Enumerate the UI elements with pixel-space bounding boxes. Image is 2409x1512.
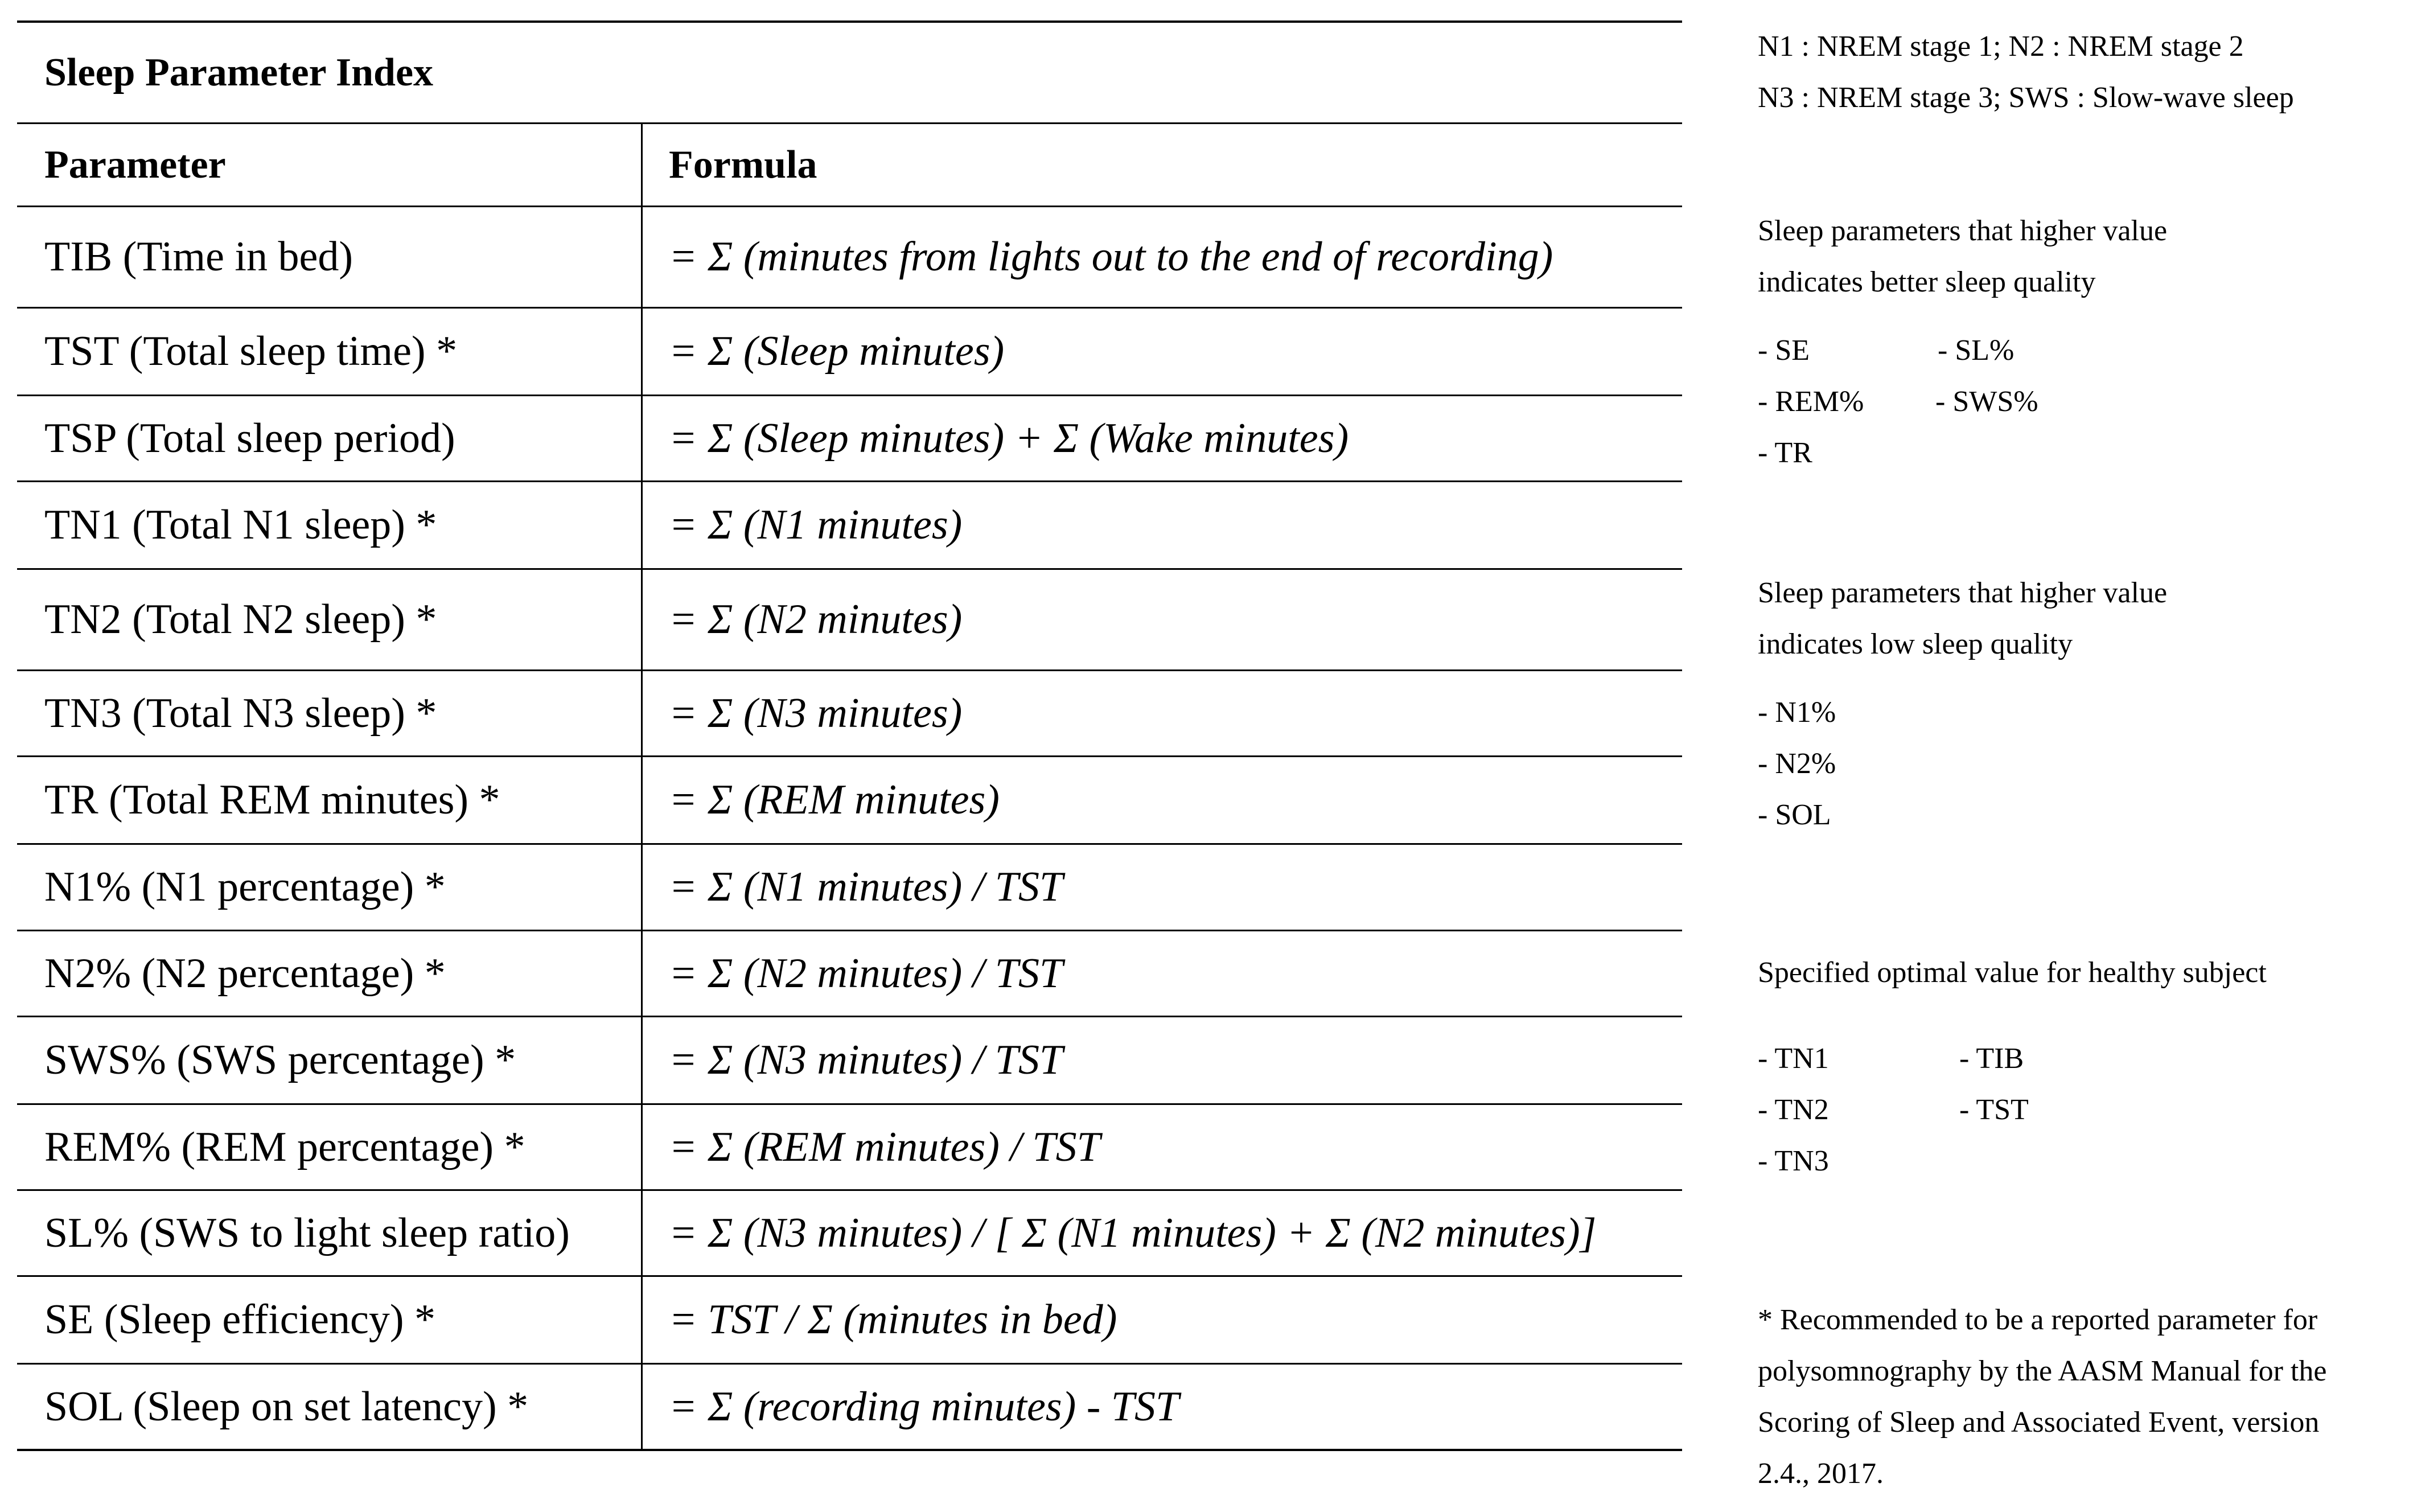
- row-parameter-tsp: TSP (Total sleep period): [44, 414, 455, 462]
- table-title: Sleep Parameter Index: [44, 50, 434, 94]
- row-formula-sol: [669, 1365, 1676, 1449]
- optimal-item: - TN2: [1758, 1094, 1829, 1126]
- formula-text: = Σ (REM minutes): [669, 776, 1000, 823]
- row-parameter-tn1: TN1 (Total N1 sleep) *: [44, 502, 437, 548]
- row-parameter-tst: TST (Total sleep time) *: [44, 328, 458, 375]
- footnote-line: polysomnography by the AASM Manual for the: [1758, 1355, 2327, 1387]
- better-quality-heading: Sleep parameters that higher value: [1758, 215, 2168, 247]
- row-formula-swspct: [669, 1017, 1676, 1103]
- formula-text: = Σ (Sleep minutes) + Σ (Wake minutes): [669, 414, 1349, 462]
- row-formula-tn1: [669, 482, 1676, 568]
- row-formula-rempct: [669, 1105, 1676, 1189]
- header-parameter: Parameter: [44, 142, 226, 187]
- row-formula-tr: [669, 757, 1676, 843]
- low-quality-item: - SOL: [1758, 799, 1831, 831]
- formula-text: = Σ (recording minutes) - TST: [669, 1383, 1179, 1430]
- better-quality-item: - SL%: [1938, 334, 2015, 367]
- low-quality-heading: indicates low sleep quality: [1758, 628, 2073, 660]
- row-formula-tib: [669, 207, 1676, 307]
- optimal-heading: Specified optimal value for healthy subject: [1758, 956, 2267, 989]
- better-quality-item: - SWS%: [1935, 385, 2038, 418]
- header-formula: Formula: [669, 142, 817, 187]
- footnote-line: * Recommended to be a reported parameter for: [1758, 1304, 2318, 1336]
- better-quality-item: - TR: [1758, 437, 1812, 469]
- row-formula-n1pct: [669, 845, 1676, 930]
- column-divider: [641, 123, 643, 1450]
- better-quality-item: - REM%: [1758, 385, 1864, 418]
- optimal-item: - TN3: [1758, 1145, 1829, 1177]
- table-bottom-rule: [17, 1449, 1682, 1451]
- row-parameter-se: SE (Sleep efficiency) *: [44, 1296, 435, 1343]
- formula-text: = Σ (minutes from lights out to the end of recording): [669, 233, 1553, 280]
- row-formula-tsp: [669, 396, 1676, 480]
- row-formula-tn2: [669, 570, 1676, 669]
- better-quality-item: - SE: [1758, 334, 1810, 367]
- row-formula-se: [669, 1277, 1676, 1363]
- formula-text: = Σ (REM minutes) / TST: [669, 1123, 1100, 1170]
- formula-text: = Σ (N3 minutes) / [ Σ (N1 minutes) + Σ (N2 minutes)]: [669, 1209, 1597, 1256]
- formula-text: = Σ (N2 minutes) / TST: [669, 950, 1063, 997]
- row-formula-tn3: [669, 671, 1676, 755]
- low-quality-heading: Sleep parameters that higher value: [1758, 577, 2168, 609]
- sleep-parameter-table: [17, 0, 1682, 1512]
- low-quality-item: - N1%: [1758, 696, 1836, 729]
- row-formula-slpct: [669, 1191, 1676, 1275]
- optimal-item: - TIB: [1959, 1042, 2024, 1075]
- formula-text: = Σ (Sleep minutes): [669, 328, 1005, 375]
- formula-text: = Σ (N3 minutes): [669, 689, 963, 737]
- formula-text: = Σ (N2 minutes): [669, 596, 963, 643]
- abbreviation-line: N1 : NREM stage 1; N2 : NREM stage 2: [1758, 30, 2244, 63]
- abbreviation-line: N3 : NREM stage 3; SWS : Slow-wave sleep: [1758, 81, 2294, 114]
- formula-text: = Σ (N1 minutes) / TST: [669, 864, 1063, 910]
- footnote-line: Scoring of Sleep and Associated Event, version: [1758, 1406, 2320, 1439]
- row-parameter-tn3: TN3 (Total N3 sleep) *: [44, 689, 437, 737]
- row-formula-tst: [669, 309, 1676, 395]
- row-formula-n2pct: [669, 931, 1676, 1016]
- low-quality-item: - N2%: [1758, 747, 1836, 780]
- row-parameter-sol: SOL (Sleep on set latency) *: [44, 1383, 529, 1430]
- row-parameter-rempct: REM% (REM percentage) *: [44, 1123, 525, 1170]
- optimal-item: - TN1: [1758, 1042, 1829, 1075]
- row-parameter-slpct: SL% (SWS to light sleep ratio): [44, 1209, 570, 1256]
- row-parameter-swspct: SWS% (SWS percentage) *: [44, 1037, 516, 1083]
- row-parameter-tr: TR (Total REM minutes) *: [44, 776, 500, 823]
- optimal-item: - TST: [1959, 1094, 2029, 1126]
- formula-text: = Σ (N1 minutes): [669, 502, 963, 548]
- row-parameter-n1pct: N1% (N1 percentage) *: [44, 864, 446, 910]
- better-quality-heading: indicates better sleep quality: [1758, 266, 2096, 298]
- formula-text: = TST / Σ (minutes in bed): [669, 1296, 1117, 1343]
- formula-text: = Σ (N3 minutes) / TST: [669, 1037, 1063, 1083]
- footnote-line: 2.4., 2017.: [1758, 1457, 1884, 1490]
- row-parameter-n2pct: N2% (N2 percentage) *: [44, 950, 446, 997]
- row-parameter-tib: TIB (Time in bed): [44, 233, 353, 280]
- row-parameter-tn2: TN2 (Total N2 sleep) *: [44, 596, 437, 643]
